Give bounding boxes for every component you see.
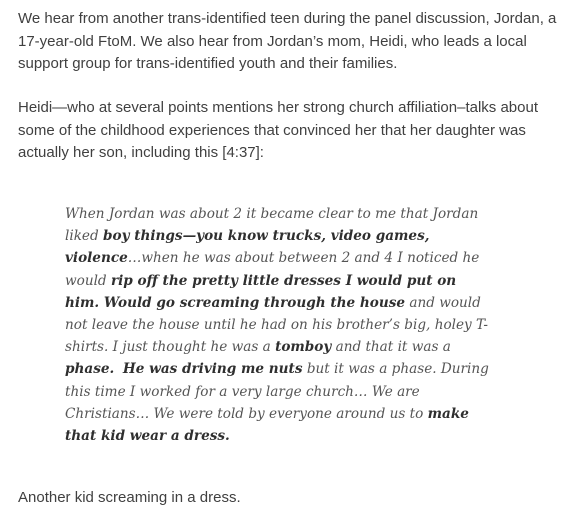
quote-segment: and that it was a xyxy=(331,339,451,356)
paragraph-intro: We hear from another trans-identified teen during the panel discussion, Jordan, a 17-year-old FtoM. We also hear from Jordan’s mom, Heidi, who leads a local support group for trans-identified youth and their families. xyxy=(18,10,557,72)
quote-segment: but it was a phase. During this time I worked for a very large church… We are Christians… We were told by everyone around us to xyxy=(65,361,489,422)
quote-segment-bold: rip off the pretty little dresses I would put on him. Would go screaming through the house xyxy=(65,272,457,311)
quote-segment: and would not leave the house until he had on his brother’s big, holey T-shirts. I just thought he was a xyxy=(65,294,488,356)
blockquote-heidi xyxy=(65,203,495,447)
paragraph-heidi: Heidi—who at several points mentions her strong church affiliation–talks about some of the childhood experiences that convinced her that her daughter was actually her son, including this [4:37]: xyxy=(18,99,539,161)
quote-segment-bold: He was driving me nuts xyxy=(122,361,303,378)
quote-segment: …when he was about between 2 and 4 I noticed he would xyxy=(65,250,480,289)
paragraph-closing: Another kid screaming in a dress. xyxy=(18,489,241,506)
quote-segment: When Jordan was about 2 it became clear to me that Jordan liked xyxy=(65,206,479,245)
quote-segment xyxy=(114,361,123,377)
quote-segment-bold: make that kid wear a dress. xyxy=(65,405,469,445)
quote-segment-bold: phase. xyxy=(65,361,115,378)
quote-segment-bold: tomboy xyxy=(275,339,332,356)
quote-segment-bold: boy things—you know trucks, video games, violence xyxy=(65,228,430,267)
